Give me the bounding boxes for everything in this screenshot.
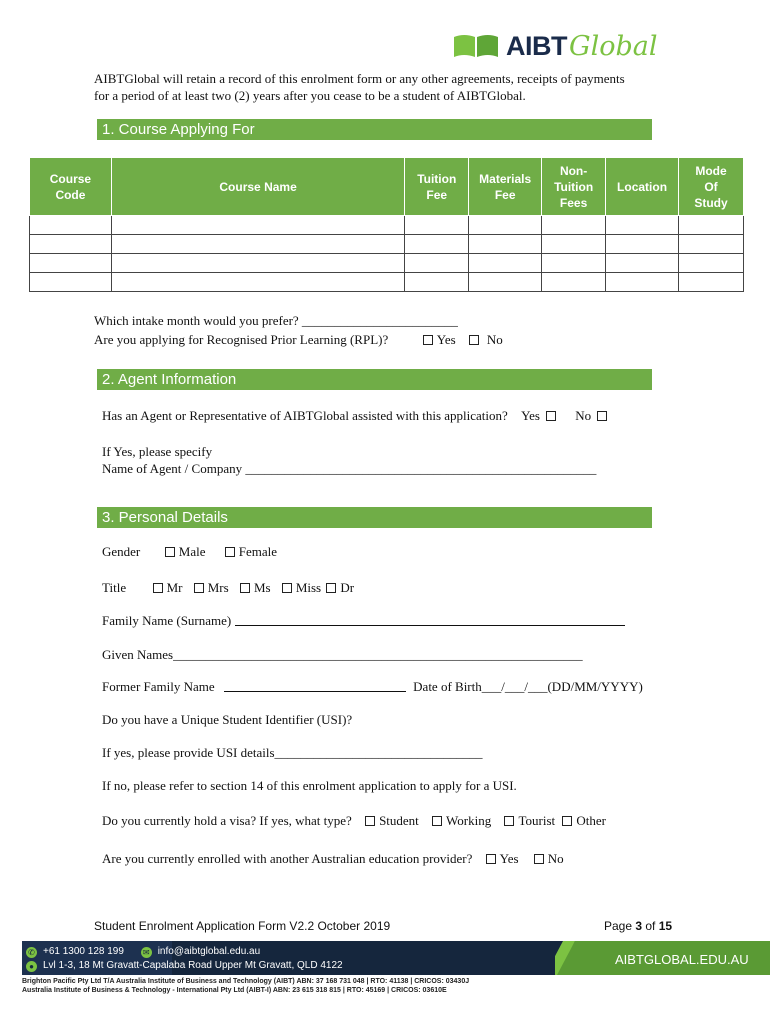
title-label: Title bbox=[102, 580, 127, 595]
email-address[interactable]: info@aibtglobal.edu.au bbox=[157, 946, 261, 957]
agent-specify-label: If Yes, please specify bbox=[102, 444, 213, 459]
title-mr-label: Mr bbox=[166, 580, 183, 595]
visa-other-label: Other bbox=[576, 813, 606, 828]
date-of-birth-field[interactable]: Date of Birth___/___/___(DD/MM/YYYY) bbox=[413, 679, 643, 694]
given-names-field[interactable]: Given Names_______________________________________________________________ bbox=[102, 647, 583, 662]
logo-text-global: Global bbox=[569, 30, 658, 62]
usi-question: Do you have a Unique Student Identifier (USI)? bbox=[102, 712, 353, 727]
intake-month-question[interactable]: Which intake month would you prefer? ________________________ bbox=[94, 313, 458, 328]
former-family-name-label: Former Family Name bbox=[102, 679, 215, 694]
email-icon: ✉ bbox=[141, 947, 152, 958]
visa-other-checkbox[interactable] bbox=[562, 816, 572, 826]
website-link[interactable]: AIBTGLOBAL.EDU.AU bbox=[615, 952, 749, 967]
agent-question-label: Has an Agent or Representative of AIBTGlobal assisted with this application? bbox=[102, 408, 508, 423]
agent-no-label: No bbox=[575, 408, 592, 423]
gender-male-label: Male bbox=[178, 544, 206, 559]
rpl-no-label: No bbox=[486, 332, 503, 347]
visa-question-label: Do you currently hold a visa? If yes, what type? bbox=[102, 813, 352, 828]
title-miss-checkbox[interactable] bbox=[282, 583, 292, 593]
rpl-question-label: Are you applying for Recognised Prior Learning (RPL)? bbox=[94, 332, 389, 347]
provider-yes-checkbox[interactable] bbox=[486, 854, 496, 864]
agent-question-row bbox=[102, 408, 611, 424]
visa-tourist-label: Tourist bbox=[518, 813, 556, 828]
provider-no-label: No bbox=[547, 851, 564, 866]
visa-tourist-checkbox[interactable] bbox=[504, 816, 514, 826]
visa-student-label: Student bbox=[379, 813, 419, 828]
former-name-row bbox=[102, 679, 643, 695]
provider-question-label: Are you currently enrolled with another Australian education provider? bbox=[102, 851, 473, 866]
rpl-yes-checkbox[interactable] bbox=[423, 335, 433, 345]
address-row bbox=[26, 960, 343, 972]
visa-working-checkbox[interactable] bbox=[432, 816, 442, 826]
title-dr-label: Dr bbox=[340, 580, 355, 595]
family-name-input[interactable] bbox=[235, 614, 625, 626]
phone-number[interactable]: +61 1300 128 199 bbox=[43, 946, 124, 957]
section-3-heading: 3. Personal Details bbox=[97, 507, 652, 528]
page-number: Page 3 of 15 bbox=[604, 919, 673, 933]
table-row bbox=[30, 254, 744, 273]
provider-yes-label: Yes bbox=[499, 851, 519, 866]
gender-label: Gender bbox=[102, 544, 141, 559]
address-text: Lvl 1-3, 18 Mt Gravatt-Capalaba Road Upper Mt Gravatt, QLD 4122 bbox=[43, 960, 343, 971]
header-non-tuition-fees: Non- Tuition Fees bbox=[542, 158, 606, 216]
agent-yes-checkbox[interactable] bbox=[546, 411, 556, 421]
visa-row bbox=[102, 813, 606, 829]
agent-yes-label: Yes bbox=[521, 408, 540, 423]
former-family-name-input[interactable] bbox=[224, 680, 406, 692]
legal-info: Brighton Pacific Pty Ltd T/A Australia Institute of Business and Technology (AIBT) ABN: 37 168 731 048 | RTO: 41138 | CRICOS: 03430J Australia Institute of Business & Technology - International Pty Ltd (AIBT-I) ABN: 23 615 318 815 | RTO: 45169 | CRICOS: 03610E bbox=[22, 978, 470, 994]
section-2-heading: 2. Agent Information bbox=[97, 369, 652, 390]
aibt-global-logo bbox=[452, 30, 657, 62]
intro-line-1: AIBTGlobal will retain a record of this enrolment form or any other agreements, receipts of payments bbox=[94, 71, 625, 86]
table-row bbox=[30, 273, 744, 292]
phone-icon: ✆ bbox=[26, 947, 37, 958]
header-tuition-fee: Tuition Fee bbox=[405, 158, 469, 216]
agent-name-field[interactable]: Name of Agent / Company ______________________________________________________ bbox=[102, 461, 597, 476]
gender-female-checkbox[interactable] bbox=[225, 547, 235, 557]
title-row bbox=[102, 580, 354, 596]
rpl-no-checkbox[interactable] bbox=[469, 335, 479, 345]
gender-male-checkbox[interactable] bbox=[165, 547, 175, 557]
phone-row bbox=[26, 946, 260, 958]
rpl-yes-label: Yes bbox=[436, 332, 456, 347]
location-pin-icon: ● bbox=[26, 961, 37, 972]
book-logo-icon bbox=[452, 33, 500, 59]
header-mode-of-study: Mode Of Study bbox=[679, 158, 744, 216]
form-version-text: Student Enrolment Application Form V2.2 October 2019 bbox=[94, 919, 391, 933]
gender-row bbox=[102, 544, 277, 560]
family-name-label: Family Name (Surname) bbox=[102, 613, 235, 628]
rpl-question-row bbox=[94, 332, 503, 348]
header-course-name: Course Name bbox=[111, 158, 404, 216]
title-mrs-label: Mrs bbox=[207, 580, 229, 595]
section-1-heading: 1. Course Applying For bbox=[97, 119, 652, 140]
title-mr-checkbox[interactable] bbox=[153, 583, 163, 593]
logo-text-aibt: AIBT bbox=[506, 30, 567, 61]
table-row bbox=[30, 216, 744, 235]
intro-line-2: for a period of at least two (2) years after you cease to be a student of AIBTGlobal. bbox=[94, 88, 526, 103]
header-materials-fee: Materials Fee bbox=[469, 158, 542, 216]
usi-details-field[interactable]: If yes, please provide USI details________________________________ bbox=[102, 745, 483, 760]
provider-row bbox=[102, 851, 564, 867]
table-row bbox=[30, 235, 744, 254]
provider-no-checkbox[interactable] bbox=[534, 854, 544, 864]
gender-female-label: Female bbox=[238, 544, 277, 559]
header-location: Location bbox=[606, 158, 679, 216]
visa-working-label: Working bbox=[446, 813, 492, 828]
title-mrs-checkbox[interactable] bbox=[194, 583, 204, 593]
header-course-code: Course Code bbox=[30, 158, 112, 216]
visa-student-checkbox[interactable] bbox=[365, 816, 375, 826]
family-name-row bbox=[102, 613, 625, 629]
intro-paragraph bbox=[94, 70, 625, 104]
course-table bbox=[29, 157, 744, 292]
title-ms-checkbox[interactable] bbox=[240, 583, 250, 593]
title-ms-label: Ms bbox=[253, 580, 271, 595]
title-dr-checkbox[interactable] bbox=[326, 583, 336, 593]
title-miss-label: Miss bbox=[295, 580, 322, 595]
course-table-header-row bbox=[30, 158, 744, 216]
agent-no-checkbox[interactable] bbox=[597, 411, 607, 421]
usi-note: If no, please refer to section 14 of this enrolment application to apply for a USI. bbox=[102, 778, 517, 793]
